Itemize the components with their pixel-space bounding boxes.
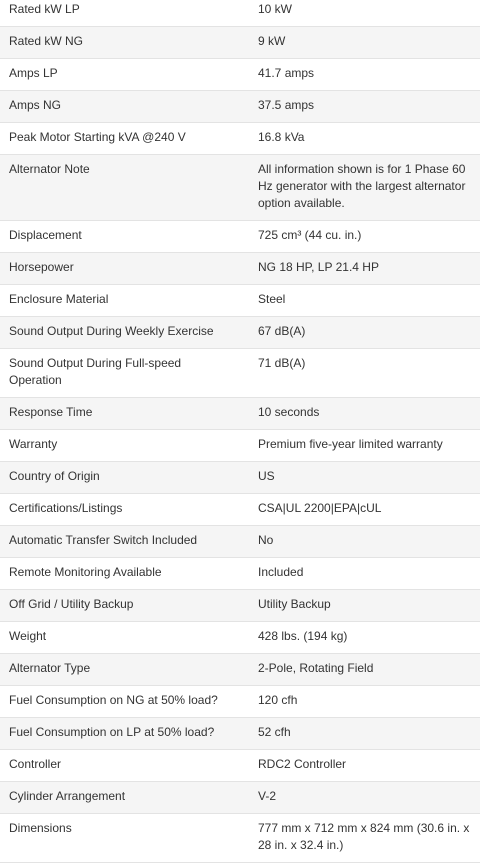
spec-label: Certifications/Listings bbox=[0, 494, 240, 526]
spec-label: Warranty bbox=[0, 430, 240, 462]
spec-value: 2-Pole, Rotating Field bbox=[240, 654, 480, 686]
spec-label: Controller bbox=[0, 750, 240, 782]
spec-row bbox=[0, 91, 480, 123]
spec-label: Country of Origin bbox=[0, 462, 240, 494]
spec-row bbox=[0, 349, 480, 398]
spec-row bbox=[0, 782, 480, 814]
spec-row bbox=[0, 430, 480, 462]
spec-value: US bbox=[240, 462, 480, 494]
spec-label: Peak Motor Starting kVA @240 V bbox=[0, 123, 240, 155]
spec-row bbox=[0, 398, 480, 430]
spec-label: Displacement bbox=[0, 221, 240, 253]
spec-label: Amps LP bbox=[0, 59, 240, 91]
spec-row bbox=[0, 221, 480, 253]
spec-label: Sound Output During Weekly Exercise bbox=[0, 317, 240, 349]
spec-row bbox=[0, 654, 480, 686]
spec-value: CSA|UL 2200|EPA|cUL bbox=[240, 494, 480, 526]
spec-row bbox=[0, 718, 480, 750]
spec-label: Rated kW LP bbox=[0, 0, 240, 27]
spec-label: Fuel Consumption on NG at 50% load? bbox=[0, 686, 240, 718]
spec-label: Automatic Transfer Switch Included bbox=[0, 526, 240, 558]
spec-label: Horsepower bbox=[0, 253, 240, 285]
spec-value: Utility Backup bbox=[240, 590, 480, 622]
spec-value: No bbox=[240, 526, 480, 558]
spec-label: Remote Monitoring Available bbox=[0, 558, 240, 590]
spec-row bbox=[0, 494, 480, 526]
spec-row bbox=[0, 686, 480, 718]
spec-row bbox=[0, 317, 480, 349]
spec-label: Rated kW NG bbox=[0, 27, 240, 59]
spec-label: Alternator Type bbox=[0, 654, 240, 686]
spec-row bbox=[0, 59, 480, 91]
spec-label: Off Grid / Utility Backup bbox=[0, 590, 240, 622]
spec-value: 725 cm³ (44 cu. in.) bbox=[240, 221, 480, 253]
spec-row bbox=[0, 155, 480, 221]
spec-label: Weight bbox=[0, 622, 240, 654]
spec-label: Alternator Note bbox=[0, 155, 240, 221]
spec-value: All information shown is for 1 Phase 60 Hz generator with the largest alternator option available. bbox=[240, 155, 480, 221]
spec-row bbox=[0, 123, 480, 155]
spec-value: Included bbox=[240, 558, 480, 590]
spec-value: 120 cfh bbox=[240, 686, 480, 718]
spec-row bbox=[0, 814, 480, 863]
spec-value: 428 lbs. (194 kg) bbox=[240, 622, 480, 654]
spec-value: 10 seconds bbox=[240, 398, 480, 430]
spec-row bbox=[0, 27, 480, 59]
spec-row bbox=[0, 462, 480, 494]
spec-value: Premium five-year limited warranty bbox=[240, 430, 480, 462]
spec-label: Response Time bbox=[0, 398, 240, 430]
spec-value: Steel bbox=[240, 285, 480, 317]
spec-value: V-2 bbox=[240, 782, 480, 814]
spec-row bbox=[0, 285, 480, 317]
spec-label: Dimensions bbox=[0, 814, 240, 863]
spec-value: NG 18 HP, LP 21.4 HP bbox=[240, 253, 480, 285]
spec-row bbox=[0, 253, 480, 285]
spec-value: 71 dB(A) bbox=[240, 349, 480, 398]
spec-label: Enclosure Material bbox=[0, 285, 240, 317]
spec-row bbox=[0, 526, 480, 558]
spec-value: RDC2 Controller bbox=[240, 750, 480, 782]
spec-label: Amps NG bbox=[0, 91, 240, 123]
spec-value: 777 mm x 712 mm x 824 mm (30.6 in. x 28 in. x 32.4 in.) bbox=[240, 814, 480, 863]
spec-value: 52 cfh bbox=[240, 718, 480, 750]
spec-label: Sound Output During Full-speed Operation bbox=[0, 349, 240, 398]
spec-value: 41.7 amps bbox=[240, 59, 480, 91]
spec-value: 9 kW bbox=[240, 27, 480, 59]
spec-row bbox=[0, 590, 480, 622]
spec-label: Cylinder Arrangement bbox=[0, 782, 240, 814]
spec-label: Fuel Consumption on LP at 50% load? bbox=[0, 718, 240, 750]
spec-value: 67 dB(A) bbox=[240, 317, 480, 349]
spec-row bbox=[0, 0, 480, 27]
spec-value: 16.8 kVa bbox=[240, 123, 480, 155]
spec-value: 10 kW bbox=[240, 0, 480, 27]
spec-value: 37.5 amps bbox=[240, 91, 480, 123]
spec-row bbox=[0, 558, 480, 590]
spec-row bbox=[0, 622, 480, 654]
spec-row bbox=[0, 750, 480, 782]
